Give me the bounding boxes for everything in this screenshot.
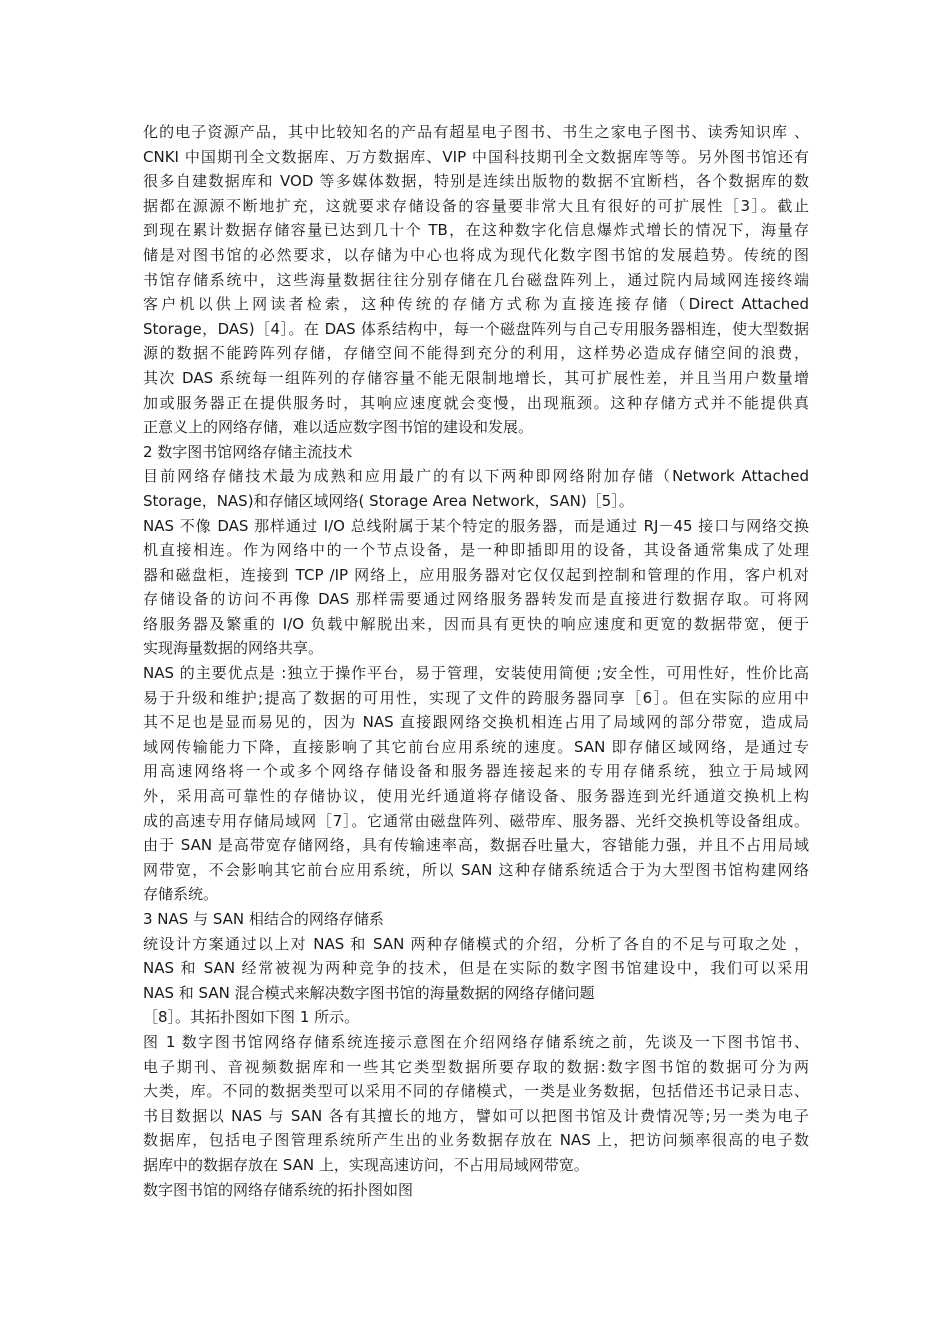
text-line: 络服务器及繁重的 I/O 负载中解脱出来，因而具有更快的响应速度和更宽的数据带宽，便于 — [143, 614, 809, 633]
text-line: 其次 DAS 系统每一组阵列的存储容量不能无限制地增长，其可扩展性差，并且当用户数量增 — [143, 368, 809, 387]
text-line: NAS 不像 DAS 那样通过 I/O 总线附属于某个特定的服务器，而是通过 RJ－45 接口与网络交换 — [143, 516, 809, 535]
text-line: NAS 和 SAN 混合模式来解决数字图书馆的海量数据的网络存储问题 — [143, 983, 595, 1002]
text-line: 用高速网络将一个或多个网络存储设备和服务器连接起来的专用存储系统，独立于局域网 — [143, 762, 809, 781]
text-line: 域网传输能力下降，直接影响了其它前台应用系统的速度。SAN 即存储区域网络，是通过专 — [143, 737, 809, 756]
text-line: 电子期刊、音视频数据库和一些其它类型数据所要存取的数据:数字图书馆的数据可分为两 — [143, 1057, 809, 1076]
text-line: 数据库，包括电子图管理系统所产生出的业务数据存放在 NAS 上，把访问频率很高的电子数 — [143, 1131, 809, 1150]
text-line: Storage，NAS)和存储区域网络( Storage Area Network，SAN)［5］。 — [143, 491, 634, 510]
text-line: 到现在累计数据存储容量已达到几十个 TB，在这种数字化信息爆炸式增长的情况下，海量存 — [143, 221, 809, 240]
text-line: 源的数据不能跨阵列存储，存储空间不能得到充分的利用，这样势必造成存储空间的浪费， — [143, 344, 809, 363]
text-line: 易于升级和维护;提高了数据的可用性，实现了文件的跨服务器同享［6］。但在实际的应用中 — [143, 688, 809, 707]
text-line: 2 数字图书馆网络存储主流技术 — [143, 442, 353, 461]
document-body — [143, 120, 809, 1202]
text-line: NAS 和 SAN 经常被视为两种竞争的技术，但是在实际的数字图书馆建设中，我们可以采用 — [143, 959, 809, 978]
text-line: 存储系统。 — [143, 885, 219, 904]
text-line: 其不足也是显而易见的，因为 NAS 直接跟网络交换机相连占用了局域网的部分带宽，造成局 — [143, 713, 809, 732]
text-line: 3 NAS 与 SAN 相结合的网络存储系 — [143, 910, 384, 928]
text-line: 储是对图书馆的必然要求，以存储为中心也将成为现代化数字图书馆的发展趋势。传统的图 — [143, 245, 809, 264]
text-line: 数字图书馆的网络存储系统的拓扑图如图 — [143, 1180, 414, 1199]
text-line: 据库中的数据存放在 SAN 上，实现高速访问，不占用局域网带宽。 — [143, 1155, 589, 1174]
text-line: 目前网络存储技术最为成熟和应用最广的有以下两种即网络附加存储（Network Attached — [143, 467, 809, 486]
text-line: 由于 SAN 是高带宽存储网络，具有传输速率高，数据吞吐量大，容错能力强，并且不占用局域 — [143, 836, 809, 855]
text-line: 书馆存储系统中，这些海量数据往往分别存储在几台磁盘阵列上，通过院内局域网连接终端 — [143, 270, 809, 289]
text-line: 图 1 数字图书馆网络存储系统连接示意图在介绍网络存储系统之前，先谈及一下图书馆书、 — [143, 1032, 809, 1051]
text-line: 机直接相连。作为网络中的一个节点设备，是一种即插即用的设备，其设备通常集成了处理 — [143, 541, 809, 560]
text-line: 书目数据以 NAS 与 SAN 各有其擅长的地方，譬如可以把图书馆及计费情况等;另一类为电子 — [143, 1106, 809, 1125]
text-line: 器和磁盘柜，连接到 TCP /IP 网络上，应用服务器对它仅仅起到控制和管理的作用，客户机对 — [143, 565, 809, 584]
text-line: 化的电子资源产品，其中比较知名的产品有超星电子图书、书生之家电子图书、读秀知识库 、 — [143, 123, 809, 141]
text-line: 存储设备的访问不再像 DAS 那样需要通过网络服务器转发而是直接进行数据存取。可将网 — [143, 590, 809, 609]
text-line: 外，采用高可靠性的存储协议，使用光纤通道将存储设备、服务器连到光纤通道交换机上构 — [143, 787, 809, 806]
text-line: 实现海量数据的网络共享。 — [143, 639, 324, 658]
text-line: 据都在源源不断地扩充，这就要求存储设备的容量要非常大且有很好的可扩展性［3］。截止 — [143, 196, 809, 215]
text-line: Storage，DAS)［4］。在 DAS 体系结构中，每一个磁盘阵列与自己专用服务器相连，使大型数据 — [143, 319, 809, 338]
text-line: 正意义上的网络存储，难以适应数字图书馆的建设和发展。 — [143, 418, 534, 437]
text-line: 统设计方案通过以上对 NAS 和 SAN 两种存储模式的介绍，分析了各自的不足与可取之处 ， — [143, 934, 809, 953]
text-line: 加或服务器正在提供服务时，其响应速度就会变慢，出现瓶颈。这种存储方式并不能提供真 — [143, 393, 809, 412]
text-line: 成的高速专用存储局域网［7］。它通常由磁盘阵列、磁带库、服务器、光纤交换机等设备组成。 — [143, 811, 809, 830]
text-line: CNKI 中国期刊全文数据库、万方数据库、VIP 中国科技期刊全文数据库等等。另外图书馆还有 — [143, 147, 809, 166]
text-line: 网带宽，不会影响其它前台应用系统，所以 SAN 这种存储系统适合于为大型图书馆构建网络 — [143, 860, 809, 879]
text-line: 大类，库。不同的数据类型可以采用不同的存储模式，一类是业务数据，包括借还书记录日志、 — [143, 1082, 809, 1101]
text-line: 很多自建数据库和 VOD 等多媒体数据，特别是连续出版物的数据不宜断档，各个数据库的数 — [143, 172, 809, 191]
text-line: 客户机以供上网读者检索，这种传统的存储方式称为直接连接存储（Direct Attached — [143, 295, 809, 314]
text-line: ［8］。其拓扑图如下图 1 所示。 — [143, 1008, 360, 1027]
text-line: NAS 的主要优点是 :独立于操作平台，易于管理，安装使用简便 ;安全性，可用性好，性价比高 — [143, 664, 809, 683]
